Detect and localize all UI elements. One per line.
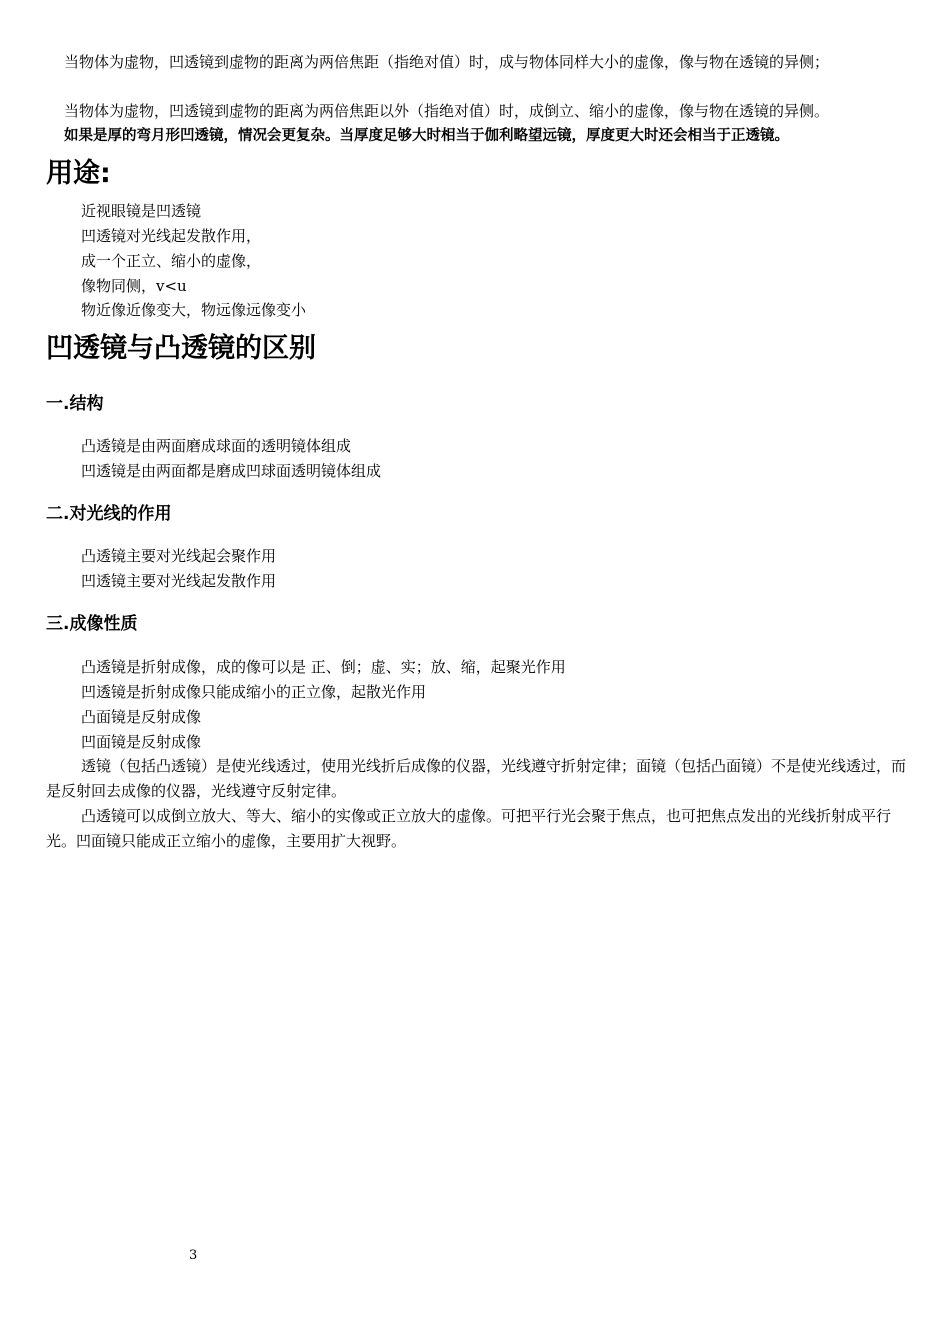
uses-item-1: 近视眼镜是凹透镜 (81, 202, 202, 220)
light-item-1: 凸透镜主要对光线起会聚作用 (81, 547, 277, 565)
difference-heading: 凹透镜与凸透镜的区别 (46, 333, 316, 364)
imaging-paragraph-2: 凸透镜可以成倒立放大、等大、缩小的实像或正立放大的虚像。可把平行光会聚于焦点，也可把焦点发出的光线折射成平行光。凹面镜只能成正立缩小的虚像，主要用扩大视野。 (46, 807, 892, 850)
uses-item-3: 成一个正立、缩小的虚像， (81, 252, 262, 270)
uses-item-4: 像物同侧，v<u (81, 277, 187, 295)
imaging-item-3: 凸面镜是反射成像 (81, 708, 202, 726)
imaging-item-2: 凹透镜是折射成像只能成缩小的正立像，起散光作用 (81, 683, 427, 701)
uses-heading: 用途: (46, 158, 111, 189)
intro-line-3-bold: 如果是厚的弯月形凹透镜，情况会更复杂。当厚度足够大时相当于伽利略望远镜，厚度更大时还会相当于正透镜。 (64, 128, 789, 144)
structure-item-1: 凸透镜是由两面磨成球面的透明镜体组成 (81, 437, 352, 455)
uses-item-5: 物近像近像变大，物远像远像变小 (81, 301, 307, 319)
intro-line-2: 当物体为虚物，凹透镜到虚物的距离为两倍焦距以外（指绝对值）时，成倒立、缩小的虚像，像与物在透镜的异侧。 (64, 102, 830, 120)
imaging-paragraph-1: 透镜（包括凸透镜）是使光线透过，使用光线折后成像的仪器，光线遵守折射定律；面镜（包括凸面镜）不是使光线透过，而是反射回去成像的仪器，光线遵守反射定律。 (46, 757, 907, 800)
structure-item-2: 凹透镜是由两面都是磨成凹球面透明镜体组成 (81, 462, 382, 480)
imaging-item-1: 凸透镜是折射成像，成的像可以是 正、倒；虚、实；放、缩，起聚光作用 (81, 658, 566, 676)
uses-item-2: 凹透镜对光线起发散作用， (81, 227, 262, 245)
light-item-2: 凹透镜主要对光线起发散作用 (81, 572, 277, 590)
section-imaging-title: 三.成像性质 (46, 614, 138, 634)
section-light-title: 二.对光线的作用 (46, 504, 172, 524)
page-number: 3 (189, 1248, 198, 1263)
section-structure-title: 一.结构 (46, 394, 104, 414)
imaging-item-4: 凹面镜是反射成像 (81, 733, 202, 751)
intro-line-1: 当物体为虚物，凹透镜到虚物的距离为两倍焦距（指绝对值）时，成与物体同样大小的虚像，像与物在透镜的异侧； (64, 53, 830, 71)
